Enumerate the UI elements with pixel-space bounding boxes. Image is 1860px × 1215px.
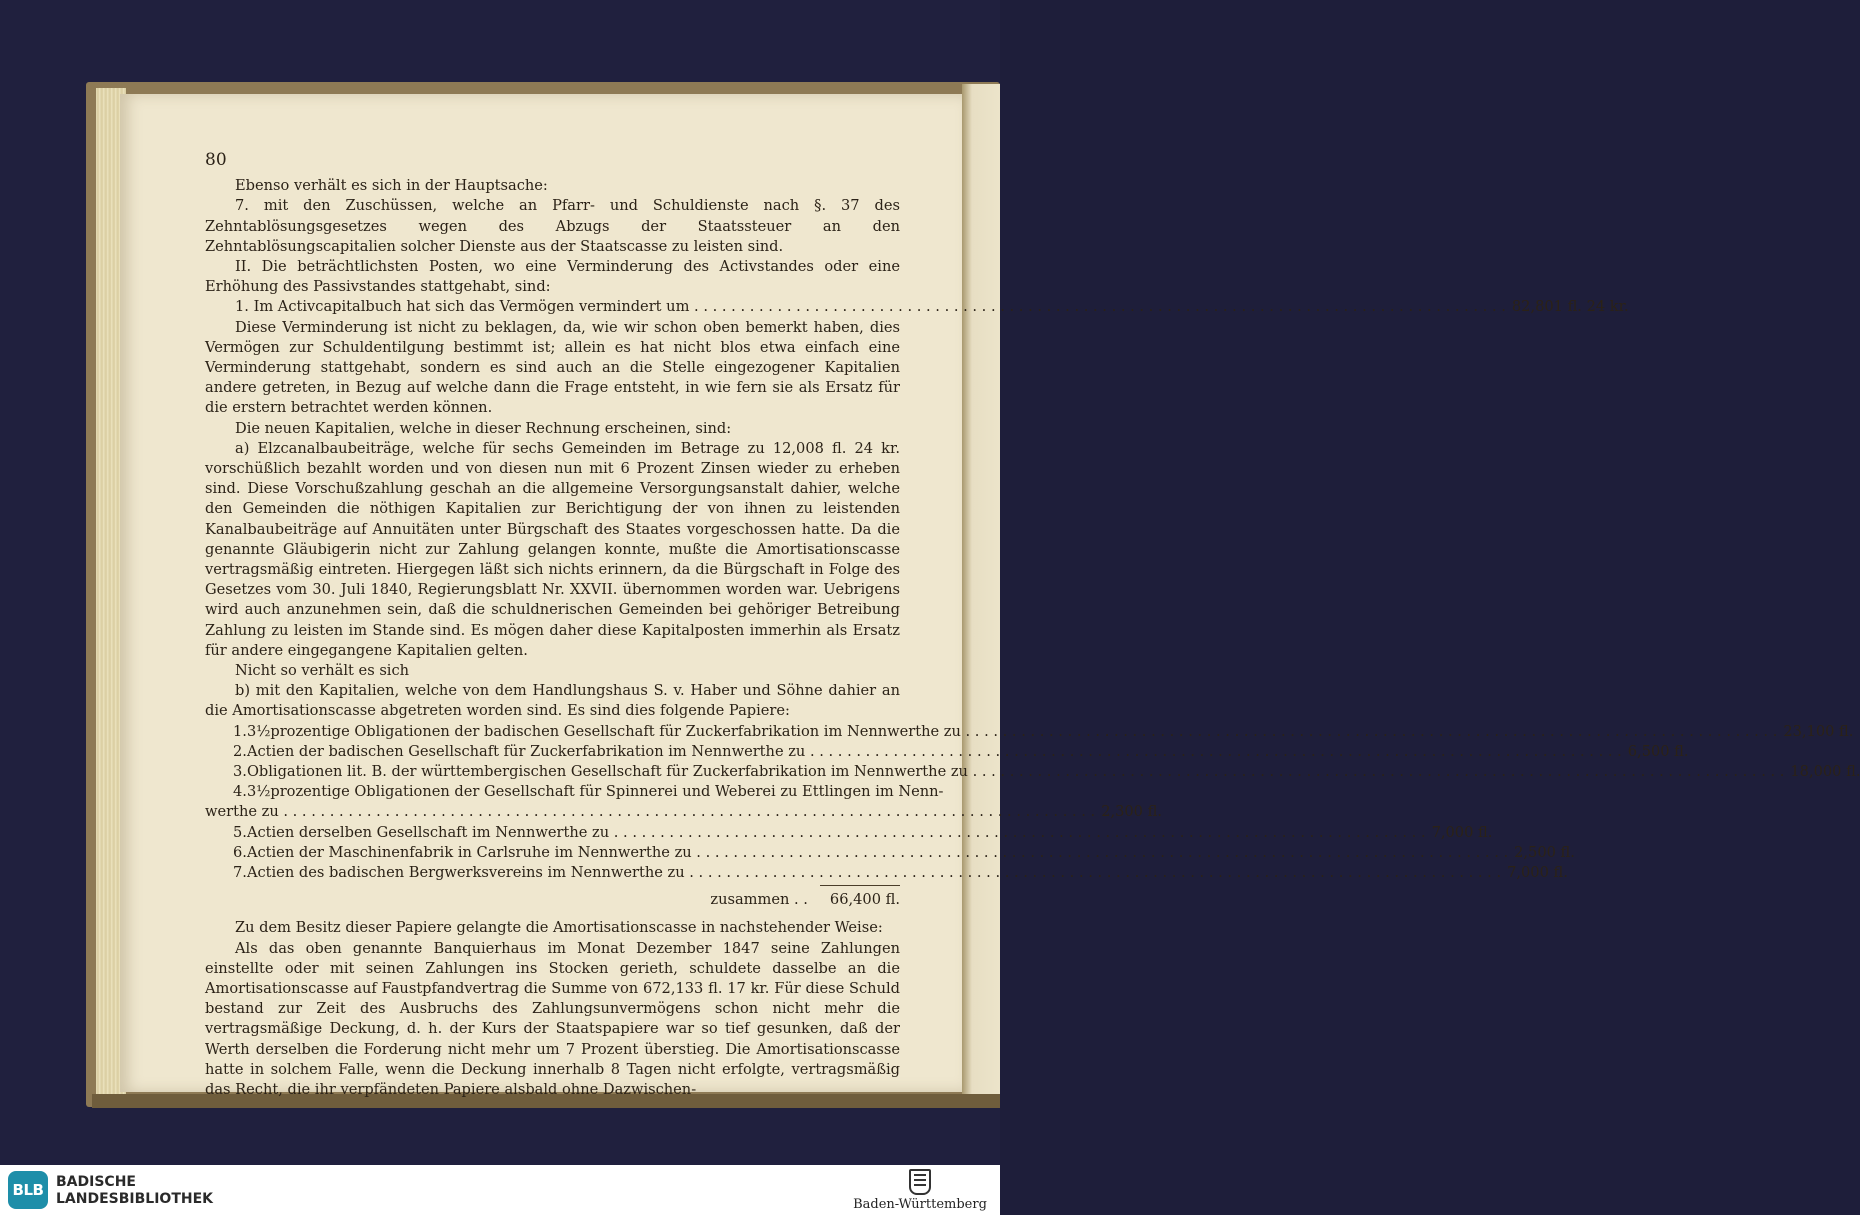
amount-label: 1. Im Activcapitalbuch hat sich das Vermögen vermindert um . . .: [235, 297, 1506, 317]
page-number: 80: [205, 150, 227, 170]
list-item: 4. 3½prozentige Obligationen der Gesellschaft für Spinnerei und Weberei zu Ettlingen im Nenn-: [233, 783, 944, 801]
list-item-continued: werthe zu . . . 2,300 fl.: [205, 802, 900, 822]
state-label: Baden-Württemberg: [853, 1197, 987, 1212]
amount-row: [205, 297, 1629, 317]
list-item: 3. Obligationen lit. B. der württembergischen Gesellschaft für Zuckerfabrikation im Nennwerthe zu . . . 18,000 fl.: [205, 762, 900, 782]
paragraph: Als das oben genannte Banquierhaus im Monat Dezember 1847 seine Zahlungen einstellte oder mit seinen Zahlungen ins Stocken gerieth, schuldete dasselbe an die Amortisationscasse auf Faustpfandvertrag die Summe von 672,133 fl. 17 kr. Für diese Schuld bestand zur Zeit des Ausbruchs des Zahlungsunvermögens schon nicht mehr die vertragsmäßige Deckung, d. h. der Kurs der Staatspapiere war so tief gesunken, daß der Werth derselben die Forderung nicht mehr um 7 Prozent überstieg. Die Amortisationscasse hatte in solchem Falle, wenn die Deckung innerhalb 8 Tagen nicht erfolgte, vertragsmäßig das Recht, die ihr verpfändeten Papiere alsbald ohne Dazwischen-: [205, 939, 900, 1098]
list-item: 1. 3½prozentige Obligationen der badischen Gesellschaft für Zuckerfabrikation im Nennwerthe zu . . . 23,100 fl.: [205, 722, 900, 742]
amount-value: 82,801 fl. 24 kr.: [1511, 298, 1629, 316]
papers-list: [205, 722, 1860, 884]
paragraph: Die neuen Kapitalien, welche in dieser Rechnung erscheinen, sind:: [235, 419, 732, 437]
library-name-line2: LANDESBIBLIOTHEK: [56, 1191, 214, 1207]
sum-label: zusammen . .: [710, 891, 808, 909]
paragraph: Nicht so verhält es sich: [235, 662, 410, 680]
library-name[interactable]: [56, 1174, 213, 1208]
footer-bar: [0, 1165, 1000, 1215]
next-page-gutter: [962, 84, 1000, 1100]
sum-row: [205, 890, 900, 910]
library-name-line1: BADISCHE: [56, 1174, 136, 1190]
paragraph: b) mit den Kapitalien, welche von dem Handlungshaus S. v. Haber und Söhne dahier an die Amortisationscasse abgetreten worden sind. Es sind dies folgende Papiere:: [205, 682, 900, 720]
list-item: 7. Actien des badischen Bergwerksvereins im Nennwerthe zu . . . 7,000 fl.: [205, 863, 900, 883]
paragraph: Diese Verminderung ist nicht zu beklagen, da, wie wir schon oben bemerkt haben, dies Vermögen zur Schuldentilgung bestimmt ist; allein es hat nicht blos etwa einfach eine Verminderung stattgehabt, sondern es sind auch an die Stelle eingezogener Kapitalien andere getreten, in Bezug auf welche dann die Frage entsteht, in wie fern sie als Ersatz für die erstern betrachtet werden können.: [205, 318, 900, 417]
blb-logo[interactable]: BLB: [8, 1171, 48, 1209]
baden-wuerttemberg-logo[interactable]: [850, 1169, 990, 1213]
paragraph: Zu dem Besitz dieser Papiere gelangte die Amortisationscasse in nachstehender Weise:: [235, 919, 883, 937]
paragraph: II. Die beträchtlichsten Posten, wo eine Verminderung des Activstandes oder eine Erhöhung des Passivstandes stattgehabt, sind:: [205, 258, 900, 296]
sum-rule: [820, 885, 900, 886]
paragraph: a) Elzcanalbaubeiträge, welche für sechs Gemeinden im Betrage zu 12,008 fl. 24 kr. vorschüßlich bezahlt worden und von diesen nun mit 6 Prozent Zinsen wieder zu erheben sind. Diese Vorschußzahlung geschah an die allgemeine Versorgungsanstalt dahier, welche den Gemeinden die nöthigen Kapitalien zur Berichtigung der von ihnen zu leistenden Kanalbaubeiträge auf Annuitäten unter Bürgschaft des Staates vorgeschossen hatte. Da die genannte Gläubigerin nicht zur Zahlung gelangen konnte, mußte die Amortisationscasse vertragsmäßig eintreten. Hiergegen läßt sich nichts erinnern, da die Bürgschaft in Folge des Gesetzes vom 30. Juli 1840, Regierungsblatt Nr. XXVII. übernommen worden war. Uebrigens wird auch anzunehmen sein, daß die schuldnerischen Gemeinden bei gehöriger Betreibung Zahlung zu leisten im Stande sind. Es mögen daher diese Kapitalposten immerhin als Ersatz für andere eingegangene Kapitalien gelten.: [205, 439, 900, 659]
paragraph: 7. mit den Zuschüssen, welche an Pfarr- und Schuldienste nach §. 37 des Zehntablösungsgesetzes wegen des Abzugs der Staatssteuer an den Zehntablösungscapitalien solcher Dienste aus der Staatscasse zu leisten sind.: [205, 197, 900, 255]
paragraph: Ebenso verhält es sich in der Hauptsache:: [235, 177, 548, 195]
list-item: 6. Actien der Maschinenfabrik in Carlsruhe im Nennwerthe zu . . . 2,500 fl.: [205, 843, 900, 863]
crest-icon: [909, 1169, 931, 1195]
sum-value: 66,400 fl.: [829, 891, 900, 909]
list-item: 2. Actien der badischen Gesellschaft für Zuckerfabrikation im Nennwerthe zu . . . 6,500 fl.: [205, 742, 900, 762]
page-text: [205, 150, 1860, 1100]
list-item: 5. Actien derselben Gesellschaft im Nennwerthe zu . . . 7,000 fl.: [205, 823, 900, 843]
